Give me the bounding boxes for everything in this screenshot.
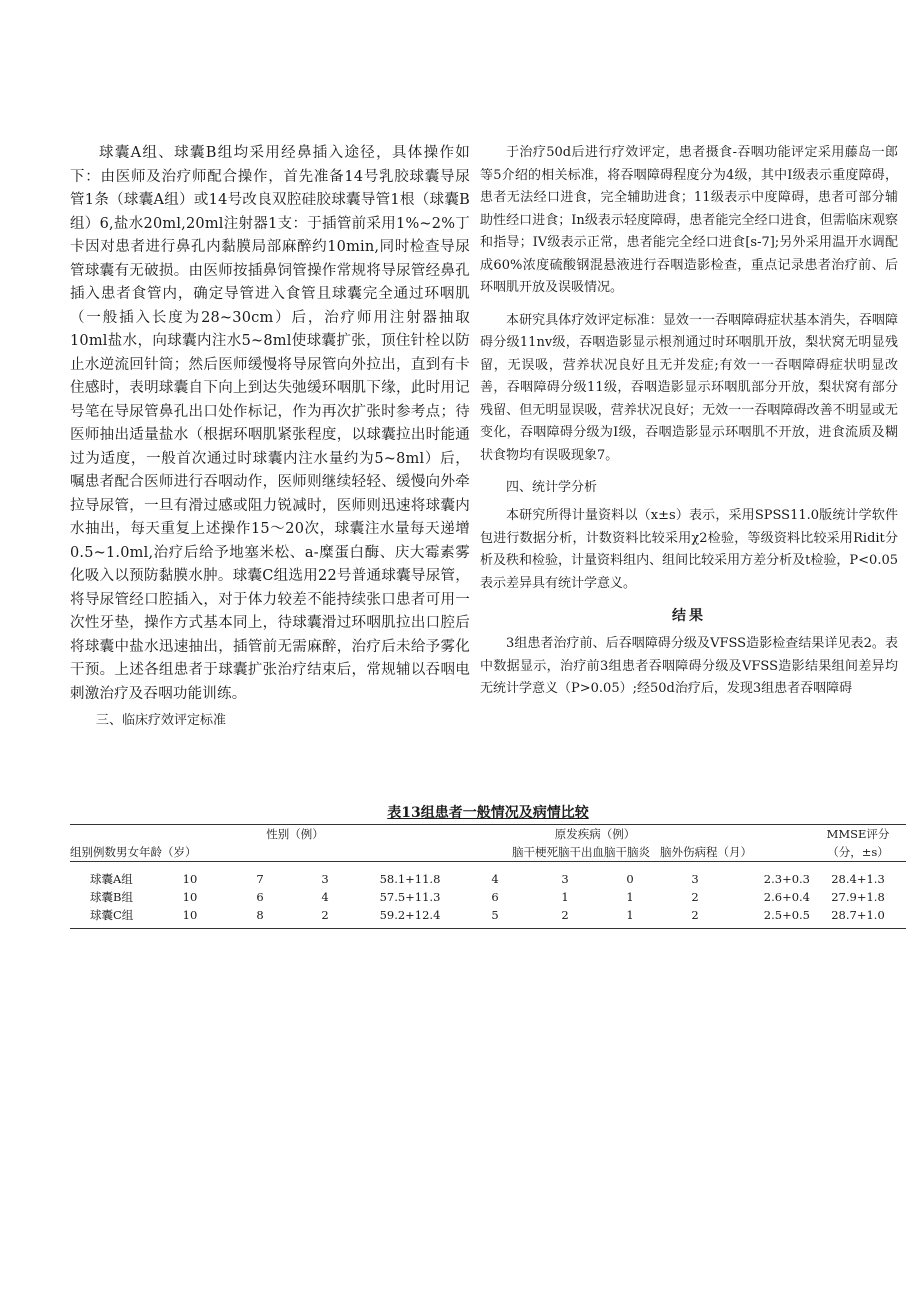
data-table [70,825,906,861]
table-row [70,870,906,888]
table-header-rule [70,861,906,862]
body-paragraph: 球囊A组、球囊B组均采用经鼻插入途径，具体操作如下：由医师及治疗师配合操作，首先准备14号乳胶球囊导尿管1条（球囊A组）或14号改良双腔硅胶球囊导管1根（球囊B组）6,盐水20ml,20ml注射器1支：于插管前采用1%~2%丁卡因对患者进行鼻孔内黏膜局部麻醉约10min,同时检查导尿管球囊有无破损。由医师按插鼻饲管操作常规将导尿管经鼻孔插入患者食管内，确定导管进入食管且球囊完全通过环咽肌（一般插入长度为28~30cm）后，治疗师用注射器抽取10ml盐水，向球囊内注水5~8ml使球囊扩张，顶住针栓以防止水逆流回针筒；然后医师缓慢将导尿管向外拉出，直到有卡住感时，表明球囊自下向上到达失弛缓环咽肌下缘，此时用记号笔在导尿管鼻孔出口处作标记，作为再次扩张时参考点；待医师抽出适量盐水（根据环咽肌紧张程度，以球囊拉出时能通过为适度，一般首次通过时球囊内注水量约为5~8ml）后，嘱患者配合医师进行吞咽动作，医师则继续轻轻、缓慢向外牵拉导尿管，一旦有滑过感或阻力锐减时，医师则迅速将球囊内水抽出，每天重复上述操作15～20次，球囊注水量每天递增0.5~1.0ml,治疗后给予地塞米松、a-糜蛋白酶、庆大霉素雾化吸入以预防黏膜水肿。球囊C组选用22号普通球囊导尿管，将导尿管经口腔插入，对于体力较差不能持续张口患者可用一次性牙垫，操作方式基本同上，待球囊滑过环咽肌拉出口腔后将球囊中盐水迅速抽出，插管前无需麻醉，治疗后未给予雾化干预。上述各组患者于球囊扩张治疗结束后，常规辅以吞咽电刺激治疗及吞咽功能训练。 [70,145,470,702]
table-1 [70,802,906,929]
cell-age: 58.1+11.8 [379,872,441,886]
cell-infarct: 4 [491,872,499,886]
left-column [70,142,470,738]
cell-trauma: 3 [691,872,699,886]
cell-female: 2 [321,908,329,922]
cell-course: 2.5+0.5 [763,908,810,922]
header-gender: 性别（例） [266,827,324,841]
cell-hemorrhage: 1 [561,890,569,904]
cell-group: 球囊C组 [90,908,134,922]
cell-encephalitis: 0 [626,872,634,886]
header-disease: 原发疾病（例） [554,827,636,841]
cell-group: 球囊B组 [90,890,133,904]
cell-male: 6 [256,890,264,904]
section-heading-3: 三、临床疗效评定标准 [96,713,227,728]
cell-mmse: 27.9+1.8 [831,890,885,904]
cell-infarct: 5 [491,908,499,922]
cell-trauma: 2 [691,890,699,904]
cell-encephalitis: 1 [626,908,634,922]
header-disease-types: 脑干梗死脑干出血脑干脑炎 [512,845,650,859]
header-trauma-course: 脑外伤病程（月） [660,845,752,859]
cell-infarct: 6 [491,890,499,904]
table-caption: 表13组患者一般情况及病情比较 [387,805,589,821]
cell-n: 10 [182,872,198,886]
cell-trauma: 2 [691,908,699,922]
cell-male: 8 [256,908,264,922]
cell-male: 7 [256,872,264,886]
cell-female: 3 [321,872,329,886]
body-paragraph: 本研究所得计量资料以（x±s）表示，采用SPSS11.0版统计学软件包进行数据分析，计数资料比较采用χ2检验，等级资料比较采用Ridit分析及秩和检验，计量资料组内、组间比较采用方差分析及t检验，P<0.05表示差异具有统计学意义。 [480,508,898,591]
cell-course: 2.3+0.3 [763,872,810,886]
cell-female: 4 [321,890,329,904]
header-group-cols: 组别例数男女年龄（岁） [70,845,197,859]
body-paragraph: 本研究具体疗效评定标准：显效一一吞咽障碍症状基本消失，吞咽障碍分级11nv级，吞咽造影显示根剂通过时环咽肌开放，梨状窝无明显残留，无误吸，营养状况良好且无并发症;有效一一吞咽障碍症状明显改善，吞咽障碍分级11级，吞咽造影显示环咽肌部分开放，梨状窝有部分残留、但无明显误吸，营养状况良好；无效一一吞咽障碍改善不明显或无变化，吞咽障碍分级为I级，吞咽造影显示环咽肌不开放，进食流质及糊状食物均有误吸现象7。 [480,312,898,463]
table-header-row-1 [70,825,906,843]
cell-mmse: 28.4+1.3 [831,872,885,886]
header-mmse: MMSE评分 [826,827,890,841]
results-heading: 结果 [672,608,706,624]
cell-group: 球囊A组 [90,872,133,886]
header-mmse-unit: （分，±s） [827,845,889,859]
table-row [70,888,906,906]
section-heading-4: 四、统计学分析 [506,480,598,495]
cell-n: 10 [182,908,198,922]
right-column [480,142,898,711]
data-table-body [70,870,906,924]
table-row [70,906,906,924]
body-paragraph: 于治疗50d后进行疗效评定，患者摄食-吞咽功能评定采用藤岛一郎等5介绍的相关标准，将吞咽障碍程度分为4级，其中I级表示重度障碍，患者无法经口进食，完全辅助进食；11级表示中度障碍，患者可部分辅助性经口进食；In级表示轻度障碍，患者能完全经口进食，但需临床观察和指导；IV级表示正常，患者能完全经口进食[s-7];另外采用温开水调配成60%浓度硫酸钢混悬液进行吞咽造影检查，重点记录患者治疗前、后环咽肌开放及误吸情况。 [480,145,898,295]
cell-hemorrhage: 2 [561,908,569,922]
cell-hemorrhage: 3 [561,872,569,886]
table-header-row-2 [70,843,906,861]
body-paragraph: 3组患者治疗前、后吞咽障碍分级及VFSS造影检查结果详见表2。表中数据显示，治疗前3组患者吞咽障碍分级及VFSS造影结果组间差异均无统计学意义（P>0.05）;经50d治疗后，发现3组患者吞咽障碍 [480,636,898,696]
cell-mmse: 28.7+1.0 [831,908,885,922]
table-bottom-rule [70,928,906,929]
cell-course: 2.6+0.4 [763,890,810,904]
cell-age: 57.5+11.3 [379,890,441,904]
cell-age: 59.2+12.4 [379,908,441,922]
cell-encephalitis: 1 [626,890,634,904]
cell-n: 10 [182,890,198,904]
